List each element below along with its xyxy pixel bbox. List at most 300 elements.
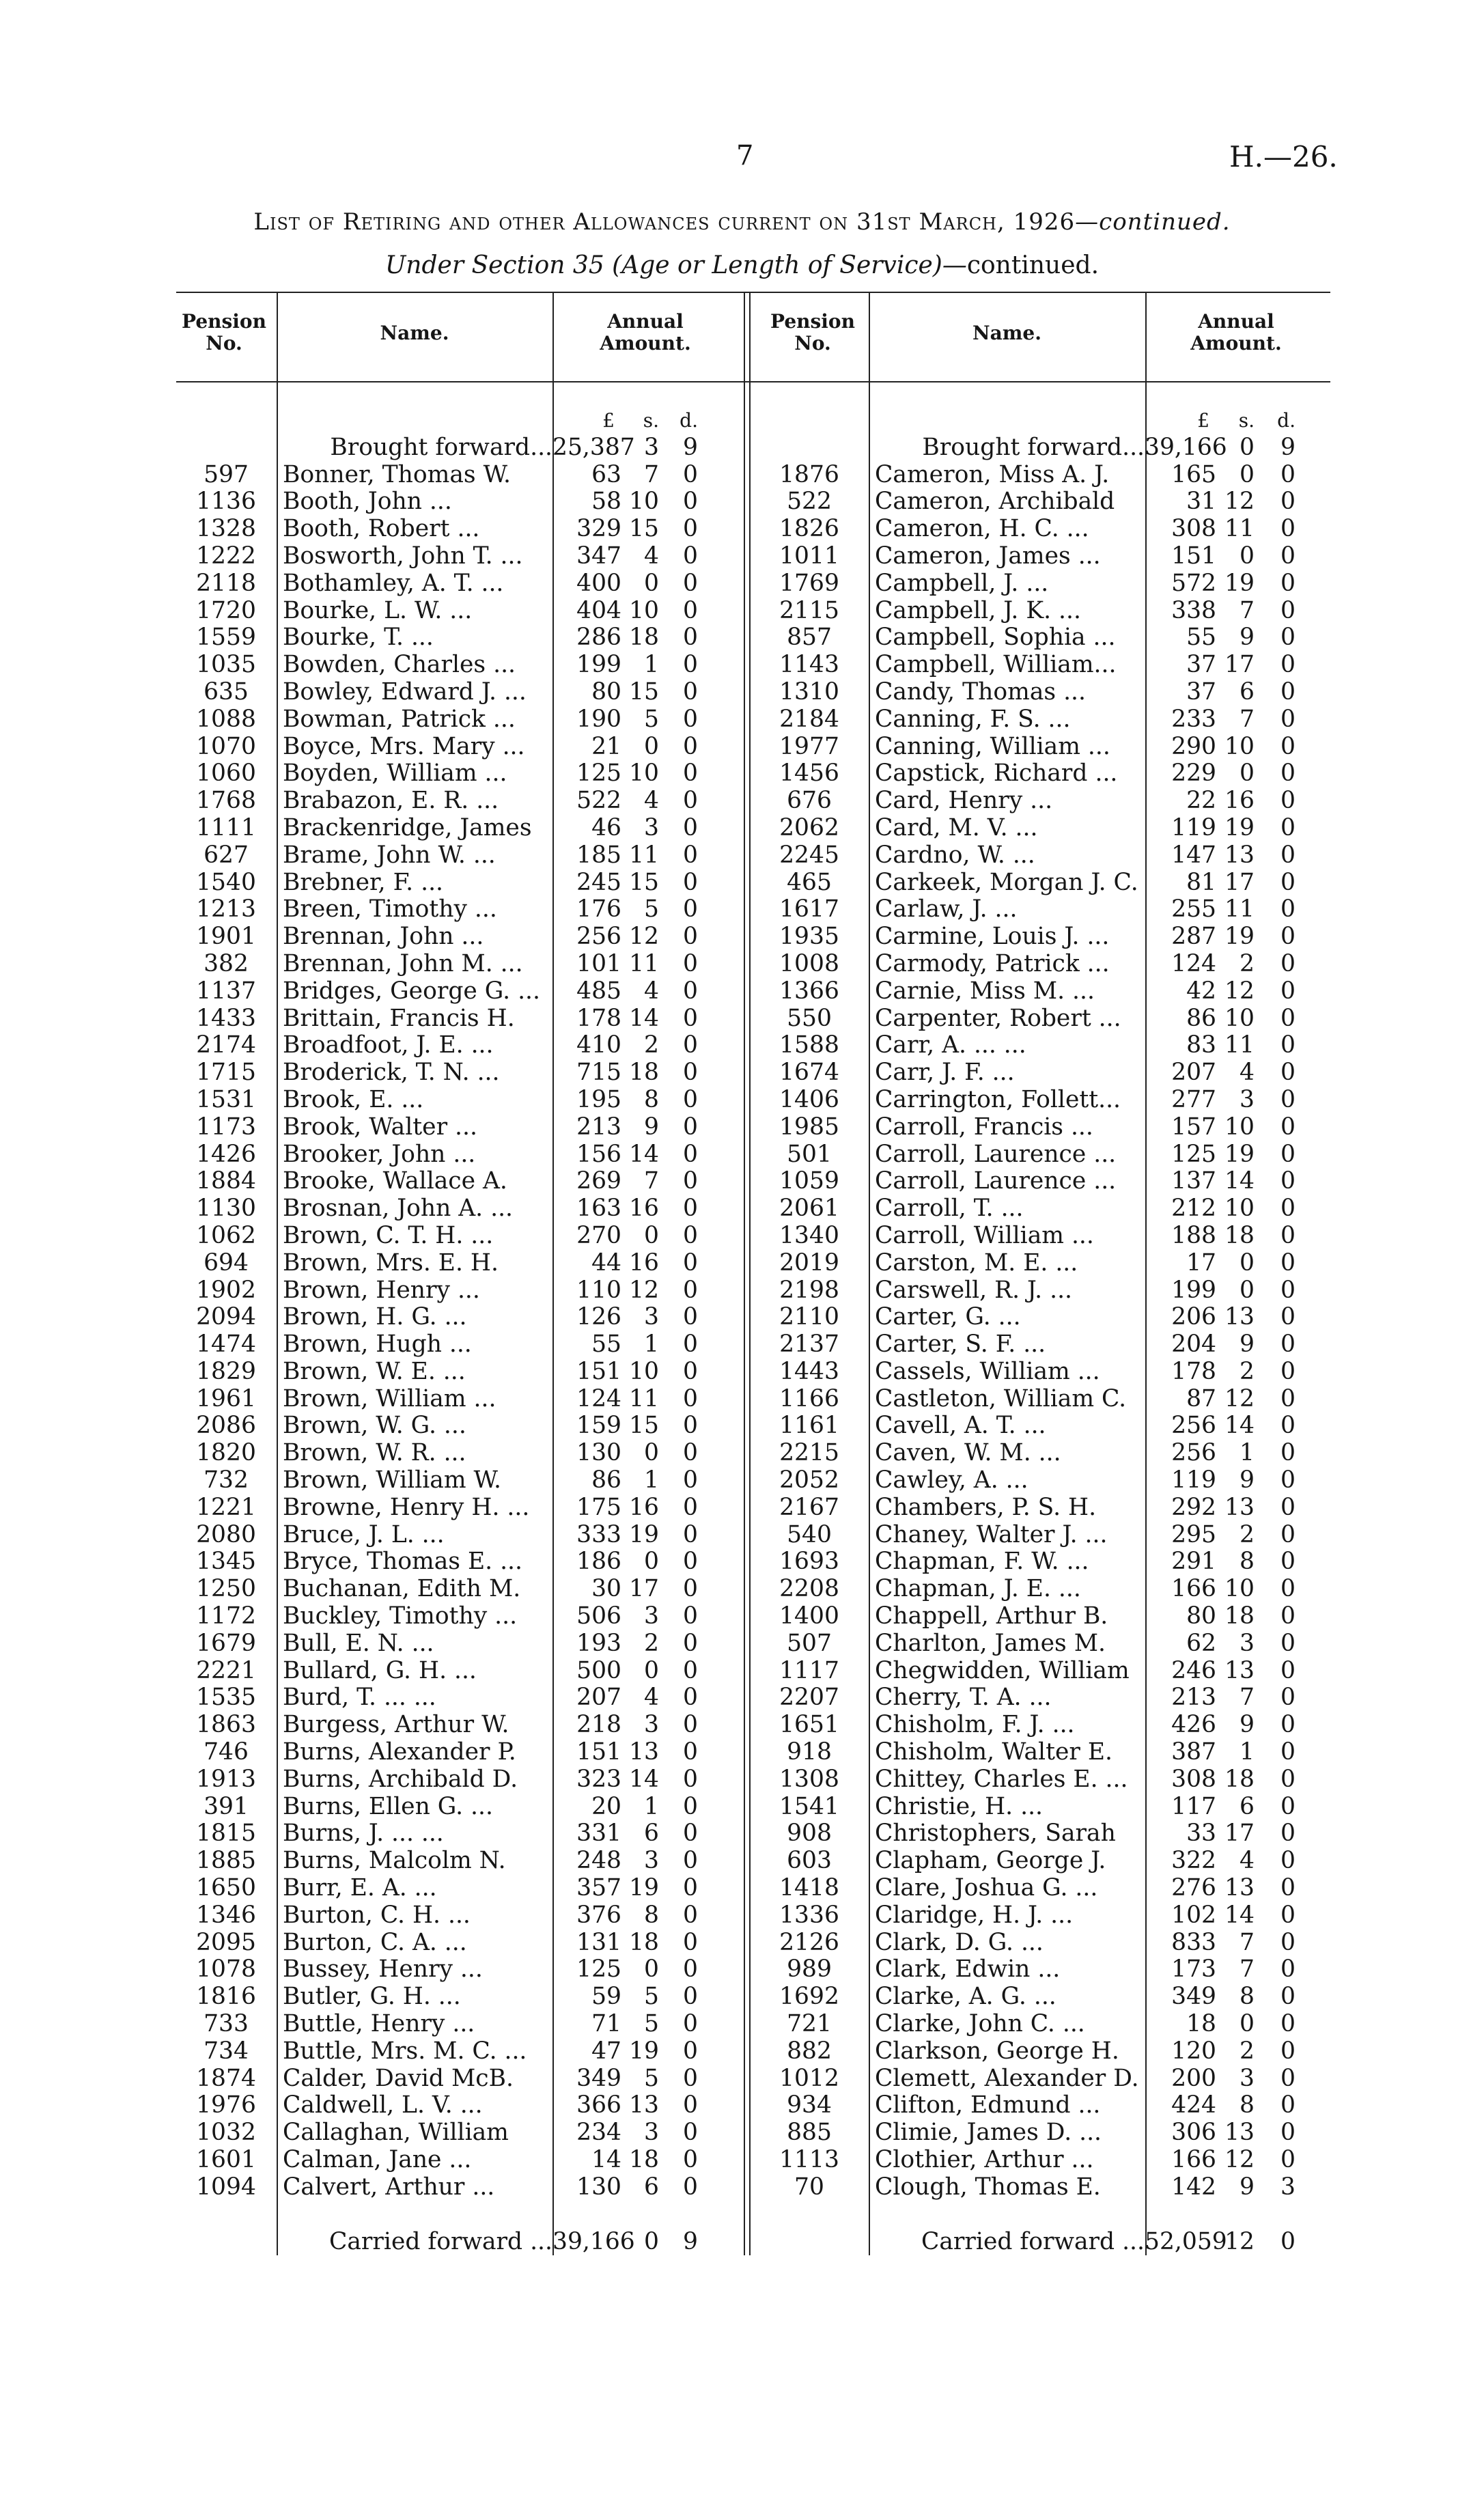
amount-shillings: 13 <box>1224 1874 1255 1902</box>
amount-shillings: 3 <box>1240 1629 1255 1657</box>
pension-number: 1559 <box>196 624 256 652</box>
table-row <box>751 1223 1324 1250</box>
pensioner-name: Cavell, A. T. ... <box>875 1412 1046 1440</box>
amount-pounds: 207 <box>576 1684 621 1712</box>
amount-pence: 0 <box>1280 1847 1296 1875</box>
pension-number: 1418 <box>779 1874 839 1902</box>
amount-pence: 0 <box>1280 1221 1296 1249</box>
amount-pence: 0 <box>683 705 698 733</box>
table-row <box>176 1658 723 1685</box>
spacer-cell <box>1296 842 1324 869</box>
spacer-cell <box>698 706 723 734</box>
amount-shillings: 1 <box>644 1331 659 1359</box>
pension-number: 1088 <box>196 705 256 733</box>
pension-number: 1130 <box>196 1195 256 1223</box>
pensioner-name: Card, M. V. ... <box>875 813 1038 841</box>
amount-shillings: 9 <box>644 1113 659 1141</box>
amount-shillings: 19 <box>1224 569 1255 597</box>
amount-pence: 0 <box>683 813 698 841</box>
pension-number: 721 <box>787 2010 832 2038</box>
pension-number: 733 <box>204 2010 249 2038</box>
amount-pounds: 366 <box>576 2091 621 2119</box>
pensioner-name: Carswell, R. J. ... <box>875 1276 1073 1304</box>
amount-shillings: 6 <box>1240 1792 1255 1820</box>
spacer-cell <box>1296 734 1324 761</box>
amount-pence: 0 <box>683 1167 698 1195</box>
amount-shillings: 16 <box>629 1249 659 1277</box>
spacer-cell <box>698 2092 723 2119</box>
table-row <box>176 1522 723 1549</box>
pension-number: 1166 <box>779 1384 839 1412</box>
table-row <box>751 1548 1324 1576</box>
amount-pounds: 124 <box>576 1384 621 1412</box>
amount-pence: 0 <box>1280 1575 1296 1603</box>
table-row <box>176 1630 723 1658</box>
amount-pence: 0 <box>683 1439 698 1467</box>
amount-pounds: 131 <box>576 1928 621 1956</box>
amount-shillings: 4 <box>644 1684 659 1712</box>
pensioner-name: Carroll, Laurence ... <box>875 1167 1117 1195</box>
header-pension-no: Pension No. <box>770 310 855 354</box>
pensioner-name: Carr, A. ... ... <box>875 1031 1026 1059</box>
pensioner-name: Capstick, Richard ... <box>875 760 1118 788</box>
pension-number: 2086 <box>196 1412 256 1440</box>
table-row <box>176 1331 723 1359</box>
pensioner-name: Brown, Hugh ... <box>283 1331 472 1359</box>
spacer-cell <box>698 1956 723 1983</box>
table-row <box>176 516 723 543</box>
amount-pounds: 331 <box>576 1820 621 1848</box>
table-row <box>751 1794 1324 1821</box>
pension-number: 882 <box>787 2037 832 2065</box>
amount-pounds: 200 <box>1171 2064 1216 2092</box>
amount-pounds: 166 <box>1171 2146 1216 2173</box>
pensioner-name: Campbell, Sophia ... <box>875 624 1116 652</box>
amount-pence: 0 <box>1280 1384 1296 1412</box>
pensioner-name: Brennan, John ... <box>283 923 484 951</box>
spacer-cell <box>1296 1712 1324 1739</box>
amount-shillings: 13 <box>1224 1303 1255 1331</box>
spacer-cell <box>698 869 723 897</box>
spacer-cell <box>698 1766 723 1794</box>
spacer-cell <box>1296 1195 1324 1223</box>
amount-pence: 0 <box>1280 1629 1296 1657</box>
amount-pence: 0 <box>683 923 698 951</box>
amount-pounds: 39,166 <box>552 2227 635 2255</box>
amount-pence: 0 <box>1280 569 1296 597</box>
amount-shillings: 0 <box>644 1656 659 1684</box>
pensioner-name: Brown, H. G. ... <box>283 1303 467 1331</box>
amount-pence: 0 <box>683 1820 698 1848</box>
pensioner-name: Chapman, F. W. ... <box>875 1548 1089 1576</box>
pensioner-name: Brabazon, E. R. ... <box>283 787 499 815</box>
amount-shillings: 18 <box>629 2146 659 2173</box>
table-row <box>751 1277 1324 1305</box>
amount-pounds: 287 <box>1171 923 1216 951</box>
pension-number: 1617 <box>779 895 839 923</box>
pension-number: 1032 <box>196 2119 256 2147</box>
spacer-cell <box>698 1983 723 2011</box>
pension-number: 1863 <box>196 1711 256 1739</box>
table-row <box>751 1032 1324 1059</box>
table-row <box>751 488 1324 516</box>
amount-pounds: 404 <box>576 596 621 624</box>
amount-shillings: 0 <box>1240 1276 1255 1304</box>
spacer-cell <box>1296 1548 1324 1576</box>
pensioner-name: Candy, Thomas ... <box>875 678 1086 706</box>
amount-shillings: 19 <box>1224 813 1255 841</box>
amount-pounds: 21 <box>591 732 621 760</box>
amount-pounds: 387 <box>1171 1738 1216 1766</box>
table-row <box>751 2038 1324 2065</box>
pension-number: 1035 <box>196 651 256 679</box>
amount-pence: 0 <box>1280 1792 1296 1820</box>
pension-number: 1059 <box>779 1167 839 1195</box>
amount-pence: 9 <box>683 2227 698 2255</box>
amount-pence: 0 <box>1280 1059 1296 1087</box>
pensioner-name: Clare, Joshua G. ... <box>875 1874 1098 1902</box>
amount-shillings: 14 <box>1224 1412 1255 1440</box>
amount-shillings: 6 <box>644 2173 659 2201</box>
pension-number: 1768 <box>196 787 256 815</box>
amount-pounds: 306 <box>1171 2119 1216 2147</box>
table-row <box>176 1684 723 1712</box>
table-row <box>176 1902 723 1930</box>
spacer-cell <box>1296 2092 1324 2119</box>
amount-pence: 0 <box>1280 1331 1296 1359</box>
amount-pounds: 218 <box>576 1711 621 1739</box>
table-row <box>751 1304 1324 1331</box>
carried-forward-row <box>176 2201 723 2256</box>
amount-shillings: 7 <box>644 460 659 488</box>
amount-pounds: 157 <box>1171 1113 1216 1141</box>
table-row <box>176 760 723 788</box>
pensioner-name: Brosnan, John A. ... <box>283 1195 514 1223</box>
table-row <box>751 624 1324 652</box>
pensioner-name: Chittey, Charles E. ... <box>875 1765 1128 1793</box>
pensioner-name: Boyce, Mrs. Mary ... <box>283 732 525 760</box>
pensioner-name: Bourke, L. W. ... <box>283 596 473 624</box>
amount-pounds: 25,387 <box>552 433 635 461</box>
pension-number: 1308 <box>779 1765 839 1793</box>
amount-shillings: 9 <box>1240 1331 1255 1359</box>
amount-pence: 0 <box>1280 949 1296 977</box>
pension-number: 391 <box>204 1792 249 1820</box>
amount-shillings: 1 <box>1240 1439 1255 1467</box>
amount-pounds: 17 <box>1186 1249 1216 1277</box>
pensioner-name: Burr, E. A. ... <box>283 1874 437 1902</box>
pensioner-name: Burgess, Arthur W. <box>283 1711 509 1739</box>
amount-pounds: 124 <box>1171 949 1216 977</box>
amount-pounds: 55 <box>591 1331 621 1359</box>
pensioner-name: Carroll, Laurence ... <box>875 1140 1117 1168</box>
pension-number: 1426 <box>196 1140 256 1168</box>
amount-pounds: 349 <box>1171 1983 1216 2011</box>
pension-number: 1250 <box>196 1575 256 1603</box>
table-row <box>751 1603 1324 1630</box>
amount-pounds: 506 <box>576 1602 621 1630</box>
amount-pounds: 86 <box>1186 1004 1216 1032</box>
pension-number: 934 <box>787 2091 832 2119</box>
table-row <box>176 1739 723 1766</box>
pensioner-name: Carter, S. F. ... <box>875 1331 1046 1359</box>
spacer-cell <box>1296 923 1324 951</box>
amount-shillings: 7 <box>1240 1955 1255 1983</box>
amount-pounds: 255 <box>1171 895 1216 923</box>
pensioner-name: Brooker, John ... <box>283 1140 476 1168</box>
amount-shillings: 3 <box>644 1602 659 1630</box>
spacer-cell <box>698 1440 723 1467</box>
pensioner-name: Brook, E. ... <box>283 1085 424 1113</box>
amount-pence: 0 <box>1280 1004 1296 1032</box>
pensioner-name: Brackenridge, James <box>283 813 532 841</box>
amount-shillings: 11 <box>629 1384 659 1412</box>
amount-shillings: 9 <box>1240 624 1255 652</box>
table-row <box>751 516 1324 543</box>
spacer-cell <box>1296 1087 1324 1114</box>
table-row <box>751 1848 1324 1875</box>
table-row <box>751 978 1324 1005</box>
pension-number: 627 <box>204 841 249 869</box>
amount-pounds: 117 <box>1171 1792 1216 1820</box>
pension-number: 1345 <box>196 1548 256 1576</box>
amount-pounds: 175 <box>576 1493 621 1521</box>
amount-shillings: 6 <box>1240 678 1255 706</box>
amount-shillings: 19 <box>1224 1140 1255 1168</box>
amount-pence: 0 <box>683 760 698 788</box>
pensioner-name: Chambers, P. S. H. <box>875 1493 1097 1521</box>
pensioner-name: Buchanan, Edith M. <box>283 1575 521 1603</box>
pensioner-name: Charlton, James M. <box>875 1629 1106 1657</box>
amount-pounds: 33 <box>1186 1820 1216 1848</box>
amount-pounds: 295 <box>1171 1520 1216 1548</box>
amount-pence: 0 <box>1280 2227 1296 2255</box>
table-row <box>751 1522 1324 1549</box>
amount-pence: 0 <box>1280 1085 1296 1113</box>
amount-shillings: 4 <box>644 787 659 815</box>
amount-shillings: 2 <box>1240 949 1255 977</box>
pensioner-name: Bruce, J. L. ... <box>283 1520 445 1548</box>
spacer-cell <box>698 842 723 869</box>
amount-pence: 0 <box>1280 542 1296 570</box>
spacer-cell <box>698 652 723 679</box>
amount-pounds: 30 <box>591 1575 621 1603</box>
amount-pounds: 400 <box>576 569 621 597</box>
spacer-cell <box>698 1658 723 1685</box>
pence-unit: d. <box>680 409 698 432</box>
spacer-cell <box>698 1494 723 1522</box>
pension-number: 597 <box>204 460 249 488</box>
spacer-cell <box>1296 679 1324 706</box>
pensioner-name: Caldwell, L. V. ... <box>283 2091 483 2119</box>
amount-shillings: 11 <box>1224 515 1255 543</box>
amount-pounds: 376 <box>576 1901 621 1929</box>
header-pension-no: Pension No. <box>182 310 266 354</box>
amount-pence: 0 <box>1280 895 1296 923</box>
pension-number: 1328 <box>196 515 256 543</box>
pensioner-name: Brittain, Francis H. <box>283 1004 515 1032</box>
pension-number: 382 <box>204 949 249 977</box>
spacer-cell <box>698 2038 723 2065</box>
pension-number: 635 <box>204 678 249 706</box>
spacer-cell <box>1296 488 1324 516</box>
pension-number: 1456 <box>779 760 839 788</box>
pensioner-name: Clapham, George J. <box>875 1847 1106 1875</box>
amount-shillings: 3 <box>1240 1085 1255 1113</box>
amount-pounds: 186 <box>576 1548 621 1576</box>
table-row <box>751 1930 1324 1957</box>
amount-shillings: 11 <box>629 841 659 869</box>
amount-shillings: 18 <box>629 1059 659 1087</box>
pension-number: 2221 <box>196 1656 256 1684</box>
pensioner-name: Cawley, A. ... <box>875 1466 1028 1494</box>
amount-pounds: 276 <box>1171 1874 1216 1902</box>
amount-pence: 0 <box>1280 1140 1296 1168</box>
pension-number: 1692 <box>779 1983 839 2011</box>
amount-pence: 0 <box>683 1412 698 1440</box>
pension-number: 1143 <box>779 651 839 679</box>
amount-shillings: 1 <box>644 1466 659 1494</box>
amount-pence: 0 <box>1280 1548 1296 1576</box>
table-row <box>751 1820 1324 1848</box>
table-row <box>176 1032 723 1059</box>
amount-shillings: 11 <box>629 949 659 977</box>
pension-number: 1977 <box>779 732 839 760</box>
amount-pounds: 349 <box>576 2064 621 2092</box>
amount-pence: 0 <box>1280 1602 1296 1630</box>
amount-pence: 0 <box>1280 1901 1296 1929</box>
amount-shillings: 4 <box>1240 1847 1255 1875</box>
amount-pounds: 290 <box>1171 732 1216 760</box>
amount-pence: 0 <box>683 1711 698 1739</box>
spacer-cell <box>1296 1386 1324 1413</box>
table-row <box>751 1739 1324 1766</box>
amount-shillings: 17 <box>1224 651 1255 679</box>
table-row <box>176 1956 723 1983</box>
table-row <box>176 2092 723 2119</box>
pensioner-name: Clarke, John C. ... <box>875 2010 1085 2038</box>
table-row <box>176 652 723 679</box>
pension-number: 2019 <box>779 1249 839 1277</box>
pensioner-name: Breen, Timothy ... <box>283 895 497 923</box>
pension-number: 1474 <box>196 1331 256 1359</box>
pensioner-name: Bussey, Henry ... <box>283 1955 483 1983</box>
pension-number: 885 <box>787 2119 832 2147</box>
spacer-cell <box>698 1684 723 1712</box>
pensioner-name: Clifton, Edmund ... <box>875 2091 1101 2119</box>
amount-pounds: 81 <box>1186 868 1216 896</box>
spacer-cell <box>1296 1250 1324 1277</box>
table-row <box>751 1250 1324 1277</box>
table-row <box>176 1712 723 1739</box>
spacer-cell <box>1296 1794 1324 1821</box>
amount-pence: 0 <box>1280 923 1296 951</box>
amount-pence: 0 <box>1280 2146 1296 2173</box>
amount-shillings: 7 <box>1240 1684 1255 1712</box>
amount-pounds: 213 <box>1171 1684 1216 1712</box>
amount-pounds: 323 <box>576 1765 621 1793</box>
amount-pounds: 130 <box>576 2173 621 2201</box>
amount-pence: 0 <box>683 1575 698 1603</box>
amount-pounds: 166 <box>1171 1575 1216 1603</box>
amount-pence: 0 <box>683 1004 698 1032</box>
spacer-cell <box>698 978 723 1005</box>
pensioner-name: Clothier, Arthur ... <box>875 2146 1094 2173</box>
spacer-cell <box>1296 2119 1324 2147</box>
amount-shillings: 13 <box>1224 1656 1255 1684</box>
amount-shillings: 11 <box>1224 1031 1255 1059</box>
pension-number: 1650 <box>196 1874 256 1902</box>
pensioner-name: Burd, T. ... ... <box>283 1684 436 1712</box>
spacer-cell <box>698 1712 723 1739</box>
amount-pence: 0 <box>1280 841 1296 869</box>
amount-pence: 0 <box>1280 1928 1296 1956</box>
pension-number: 2215 <box>779 1439 839 1467</box>
amount-shillings: 3 <box>644 813 659 841</box>
amount-pounds: 165 <box>1171 460 1216 488</box>
amount-shillings: 0 <box>644 1955 659 1983</box>
pensioner-name: Calvert, Arthur ... <box>283 2173 495 2201</box>
spacer-cell <box>698 1005 723 1033</box>
amount-pounds: 102 <box>1171 1901 1216 1929</box>
amount-pence: 0 <box>683 1059 698 1087</box>
pension-number: 1012 <box>779 2064 839 2092</box>
amount-pounds: 147 <box>1171 841 1216 869</box>
table-row <box>751 869 1324 897</box>
spacer-cell <box>698 1603 723 1630</box>
amount-shillings: 14 <box>1224 1901 1255 1929</box>
table-row <box>176 2038 723 2065</box>
table-row <box>751 2011 1324 2038</box>
amount-pounds: 199 <box>576 651 621 679</box>
table-row <box>751 1114 1324 1141</box>
title-lead: List of Retiring and other Allowances current on 31st March, <box>253 208 1005 236</box>
amount-pounds: 37 <box>1186 651 1216 679</box>
table-row <box>751 2119 1324 2147</box>
pension-number: 603 <box>787 1847 832 1875</box>
header-name: Name. <box>380 322 449 344</box>
pension-number: 1213 <box>196 895 256 923</box>
amount-pounds: 308 <box>1171 515 1216 543</box>
table-row <box>751 1494 1324 1522</box>
spacer-cell <box>698 679 723 706</box>
table-row <box>176 2174 723 2201</box>
table-row <box>176 951 723 978</box>
pension-number: 1601 <box>196 2146 256 2173</box>
amount-shillings: 0 <box>644 1221 659 1249</box>
pension-number: 1541 <box>779 1792 839 1820</box>
table-row <box>751 896 1324 923</box>
pension-number: 1531 <box>196 1085 256 1113</box>
amount-pounds: 245 <box>576 868 621 896</box>
brought-forward-label: Brought forward... <box>922 433 1145 461</box>
pensioner-name: Cherry, T. A. ... <box>875 1684 1052 1712</box>
spacer-cell <box>1296 1440 1324 1467</box>
amount-shillings: 2 <box>644 1031 659 1059</box>
table-row <box>176 1875 723 1902</box>
amount-pence: 0 <box>683 1195 698 1223</box>
table-row <box>176 1359 723 1386</box>
amount-pounds: 151 <box>1171 542 1216 570</box>
table-row <box>176 543 723 570</box>
amount-shillings: 18 <box>629 624 659 652</box>
spacer-cell <box>698 1359 723 1386</box>
amount-pence: 0 <box>683 2064 698 2092</box>
pension-number: 676 <box>787 787 832 815</box>
amount-pounds: 833 <box>1171 1928 1216 1956</box>
spacer-cell <box>698 2011 723 2038</box>
table-row <box>176 788 723 815</box>
